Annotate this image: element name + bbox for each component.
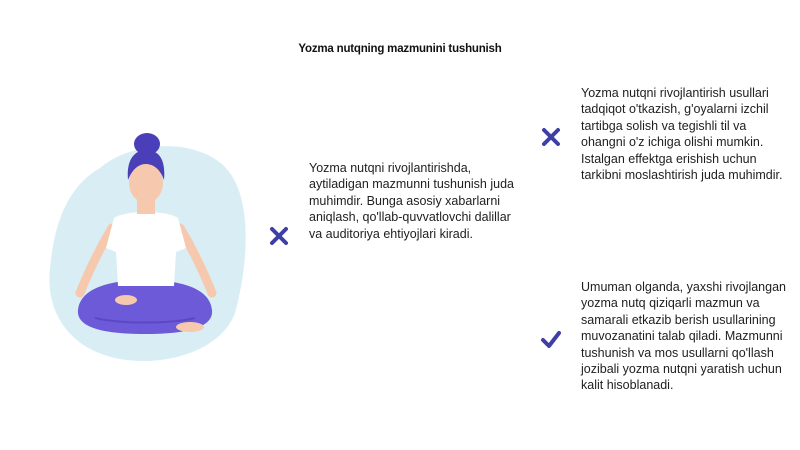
check-icon bbox=[540, 329, 562, 351]
cross-icon bbox=[268, 225, 290, 247]
slide-title: Yozma nutqning mazmunini tushunish bbox=[298, 43, 502, 55]
cross-icon bbox=[540, 126, 562, 148]
meditating-woman-icon bbox=[40, 128, 250, 368]
text-block-2: Yozma nutqni rivojlantirish usullari tadqiqot o'tkazish, g'oyalarni izchil tartibga solish va tegishli til va ohangni o'z ichiga olishi mumkin. Istalgan effektga erishish uchun tarkibni moslashtirish juda muhimdir. bbox=[581, 86, 783, 183]
text-block-3: Umuman olganda, yaxshi rivojlangan yozma nutq qiziqarli mazmun va samarali etkazib berish usullarining muvozanatini talab qiladi. Mazmunni tushunish va mos usullarni qo'llash jozibali yozma nutqni yaratish uchun kalit hisoblanadi. bbox=[581, 280, 786, 393]
text-block-1: Yozma nutqni rivojlantirishda, aytiladigan mazmunni tushunish juda muhimdir. Bunga asosiy xabarlarni aniqlash, qo'llab-quvvatlovchi dalillar va auditoriya ehtiyojlari kiradi. bbox=[309, 161, 514, 241]
